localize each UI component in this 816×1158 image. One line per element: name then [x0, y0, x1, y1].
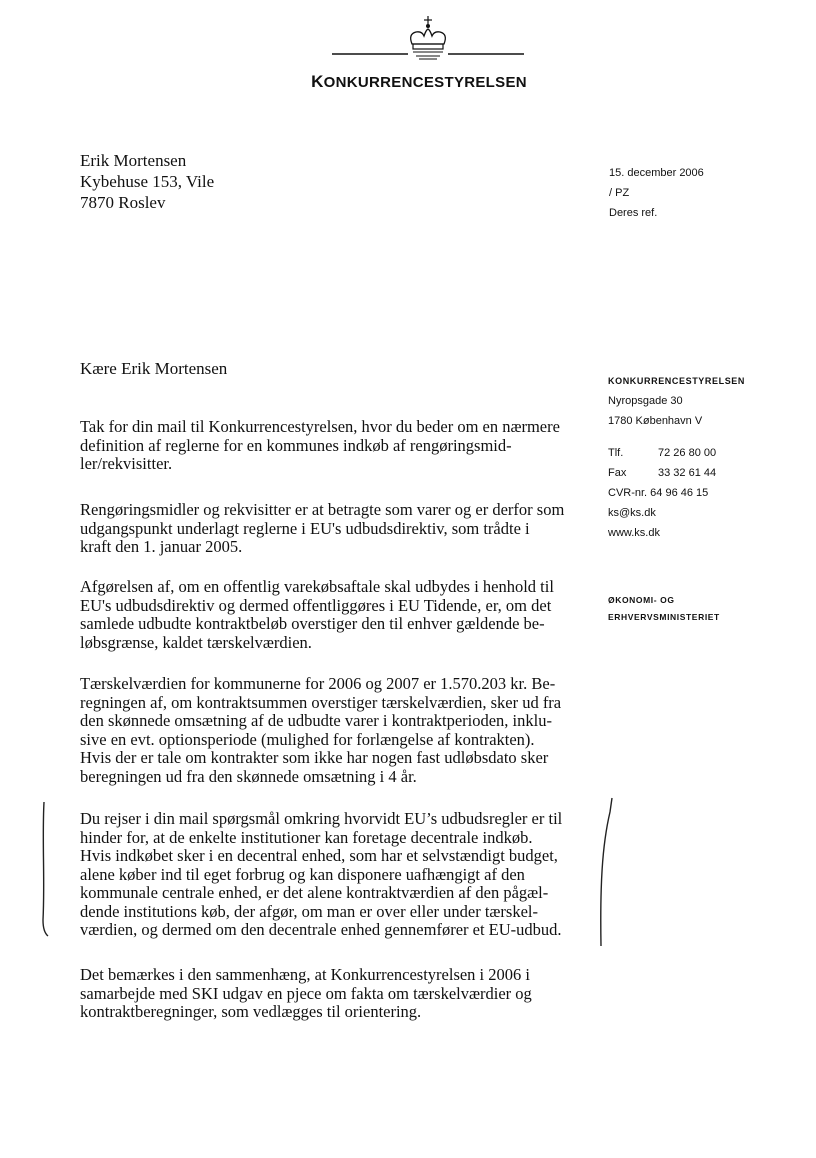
recipient-street: Kybehuse 153, Vile	[80, 172, 215, 191]
fax-label: Fax	[608, 467, 627, 479]
paragraph-line: EU's udbudsdirektiv og dermed offentliggøres i EU Tidende, er, om det	[80, 595, 552, 615]
paragraph-line: alene køber ind til eget forbrug og kan disponere uafhængigt af den	[80, 864, 525, 884]
paragraph-line: sive en evt. optionsperiode (mulighed for forlængelse af kontrakten).	[80, 729, 535, 749]
paragraph-line: løbsgrænse, kaldet tærskelværdien.	[80, 632, 312, 652]
margin-mark-right	[592, 796, 614, 956]
paragraph-decentral	[80, 810, 570, 940]
paragraph-line: beregningen ud fra den skønnede omsætning i 4 år.	[80, 766, 417, 786]
sender-city: 1780 København V	[608, 415, 703, 427]
phone-value: 72 26 80 00	[658, 447, 717, 459]
paragraph-line: samlede udbudte kontraktbeløb overstiger den til enhver gældende be-	[80, 614, 545, 633]
salutation: Kære Erik Mortensen	[80, 359, 228, 378]
letter-meta	[609, 163, 704, 223]
ministry-line-2: ERHVERVSMINISTERIET	[608, 612, 720, 622]
ministry-line-1: ØKONOMI- OG	[608, 595, 675, 605]
sender-email: ks@ks.dk	[608, 507, 656, 519]
letter-date: 15. december 2006	[609, 167, 704, 179]
their-reference: Deres ref.	[609, 207, 658, 219]
fax-value: 33 32 61 44	[658, 467, 717, 479]
agency-title-rest: ONKURRENCESTYRELSEN	[323, 74, 527, 91]
crown-logo-icon	[328, 14, 528, 74]
phone-row	[608, 443, 745, 463]
paragraph-line: værdien, og dermed om den decentrale enhed gennemfører et EU-udbud.	[80, 920, 562, 939]
paragraph-line: Du rejser i din mail spørgsmål omkring hvorvidt EU’s udbudsregler er til	[80, 809, 563, 828]
paragraph-line: Det bemærkes i den sammenhæng, at Konkurrencestyrelsen i 2006 i	[80, 965, 530, 984]
paragraph-line: Tak for din mail til Konkurrencestyrelsen, hvor du beder om en nærmere	[80, 417, 560, 436]
paragraph-threshold	[80, 675, 570, 786]
paragraph-line: hinder for, at de enkelte institutioner kan foretage decentrale indkøb.	[80, 827, 533, 847]
paragraph-line: Afgørelsen af, om en offentlig varekøbsaftale skal udbydes i henhold til	[80, 577, 554, 596]
sender-website: www.ks.dk	[608, 527, 660, 539]
margin-mark-left	[36, 800, 56, 940]
sender-name: KONKURRENCESTYRELSEN	[608, 376, 746, 386]
paragraph-line: ler/rekvisitter.	[80, 454, 173, 473]
paragraph-request	[80, 418, 570, 474]
paragraph-goods	[80, 501, 570, 557]
recipient-city: 7870 Roslev	[80, 193, 166, 212]
paragraph-decision	[80, 578, 570, 652]
paragraph-line: den skønnede omsætning af de udbudte varer i kontraktperioden, inklu-	[80, 711, 552, 730]
paragraph-line: kontraktberegninger, som vedlægges til orientering.	[80, 1002, 422, 1021]
paragraph-line: dende institutions køb, der afgør, om man er over eller under tærskel-	[80, 901, 539, 921]
fax-row	[608, 463, 745, 483]
sender-street: Nyropsgade 30	[608, 395, 683, 407]
paragraph-line: Hvis der er tale om kontrakter som ikke har nogen fast udløbsdato sker	[80, 748, 549, 767]
cvr-number: CVR-nr. 64 96 46 15	[608, 487, 709, 499]
paragraph-line: samarbejde med SKI udgav en pjece om fakta om tærskelværdier og	[80, 983, 532, 1003]
sender-block	[608, 371, 745, 543]
recipient-name: Erik Mortensen	[80, 151, 187, 170]
letter-reference: / PZ	[609, 187, 630, 199]
paragraph-line: regningen af, om kontraktsummen overstiger tærskelværdien, sker ud fra	[80, 692, 562, 712]
paragraph-line: kommunale centrale enhed, er det alene kontraktværdien af den pågæl-	[80, 883, 549, 902]
phone-label: Tlf.	[608, 447, 624, 459]
paragraph-line: udgangspunkt underlagt reglerne i EU's udbudsdirektiv, som trådte i	[80, 518, 530, 538]
paragraph-line: kraft den 1. januar 2005.	[80, 537, 243, 556]
paragraph-line: Tærskelværdien for kommunerne for 2006 og 2007 er 1.570.203 kr. Be-	[80, 674, 556, 693]
paragraph-brochure	[80, 966, 570, 1022]
paragraph-line: Rengøringsmidler og rekvisitter er at betragte som varer og er derfor som	[80, 500, 565, 519]
paragraph-line: Hvis indkøbet sker i en decentral enhed, som har et selvstændigt budget,	[80, 846, 558, 865]
recipient-address	[80, 150, 214, 213]
paragraph-line: definition af reglerne for en kommunes indkøb af rengøringsmid-	[80, 435, 512, 455]
agency-title	[304, 72, 534, 92]
agency-title-initial: K	[311, 72, 324, 91]
ministry-block	[608, 592, 720, 626]
